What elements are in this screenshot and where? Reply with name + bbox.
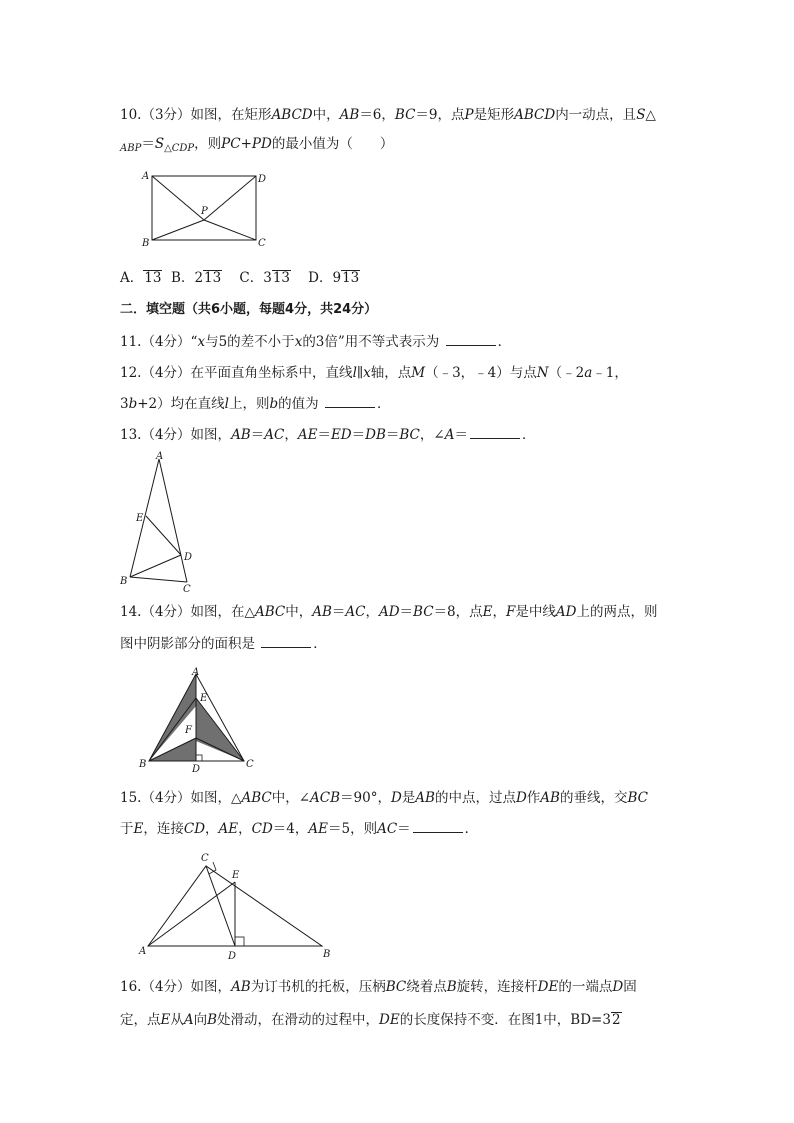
q14-label-A: A [192, 667, 200, 678]
q10-label-B: B [142, 238, 150, 249]
q12-line1: 12.（4分）在平面直角坐标系中，直线l∥x轴，点M（﹣3，﹣4）与点N（﹣2a﹣1， [120, 365, 628, 381]
q15-label-B: B [323, 949, 331, 960]
q13-label-B: B [120, 576, 128, 587]
q14-label-B: B [139, 759, 147, 770]
q13-label-D: D [184, 552, 193, 563]
q14-line1: 14.（4分）如图，在△ABC中，AB＝AC，AD＝BC＝8，点E，F是中线AD上的两点，则 [120, 604, 658, 620]
q13-text: 13.（4分）如图，AB＝AC，AE＝ED＝DB＝BC，∠A＝ ． [120, 427, 536, 443]
q15-right-triangle-figure [136, 850, 341, 965]
q15-label-C: C [201, 853, 209, 864]
q15-label-A: A [139, 946, 147, 957]
q14-label-C: C [246, 759, 254, 770]
section-2-header: 二．填空题（共6小题，每题4分，共24分） [120, 302, 378, 317]
q10-line2: $_{ABP}=S_{\triangle CDP}$，则PC+PD的最小值为（ ） [120, 136, 394, 154]
q10-label-P: P [201, 206, 208, 217]
q13-label-A: A [156, 451, 164, 462]
q14-label-E: E [200, 693, 208, 704]
q10-label-A: A [142, 171, 150, 182]
q10-options: A．13 B．213 C．313 D．913 [120, 270, 360, 286]
q10-label-D: D [258, 174, 267, 185]
q13-triangle-figure [118, 450, 208, 595]
q10-label-C: C [258, 238, 266, 249]
q13-label-C: C [183, 584, 191, 595]
q15-line1: 15.（4分）如图，△ABC中，∠ACB＝90°，D是AB的中点，过点D作AB的垂线，交BC [120, 790, 648, 806]
q13-label-E: E [136, 513, 144, 524]
q15-label-D: D [228, 951, 237, 962]
q14-label-D: D [192, 764, 201, 775]
q12-line2: 3b+2）均在直线l上，则b的值为 ． [120, 396, 391, 412]
q16-line2: 定，点E从A向B处滑动，在滑动的过程中，DE的长度保持不变．在图1中，BD=32 [120, 1012, 621, 1028]
q10-rectangle-figure [140, 168, 270, 252]
q15-line2: 于E，连接CD，AE，CD＝4，AE＝5，则AC＝ ． [120, 821, 479, 837]
q15-label-E: E [232, 870, 240, 881]
q14-label-F: F [185, 725, 192, 736]
q14-shaded-triangle-figure [136, 666, 266, 776]
q11-text: 11.（4分）“x与5的差不小于x的3倍”用不等式表示为 ． [120, 334, 512, 350]
q14-line2: 图中阴影部分的面积是 ． [120, 636, 327, 652]
q10-line1: 10.（3分）如图，在矩形ABCD中，AB＝6，BC＝9，点P是矩形ABCD内一动点，且S△ [120, 107, 656, 123]
q16-line1: 16.（4分）如图，AB为订书机的托板，压柄BC绕着点B旋转，连接杆DE的一端点D固 [120, 979, 637, 995]
